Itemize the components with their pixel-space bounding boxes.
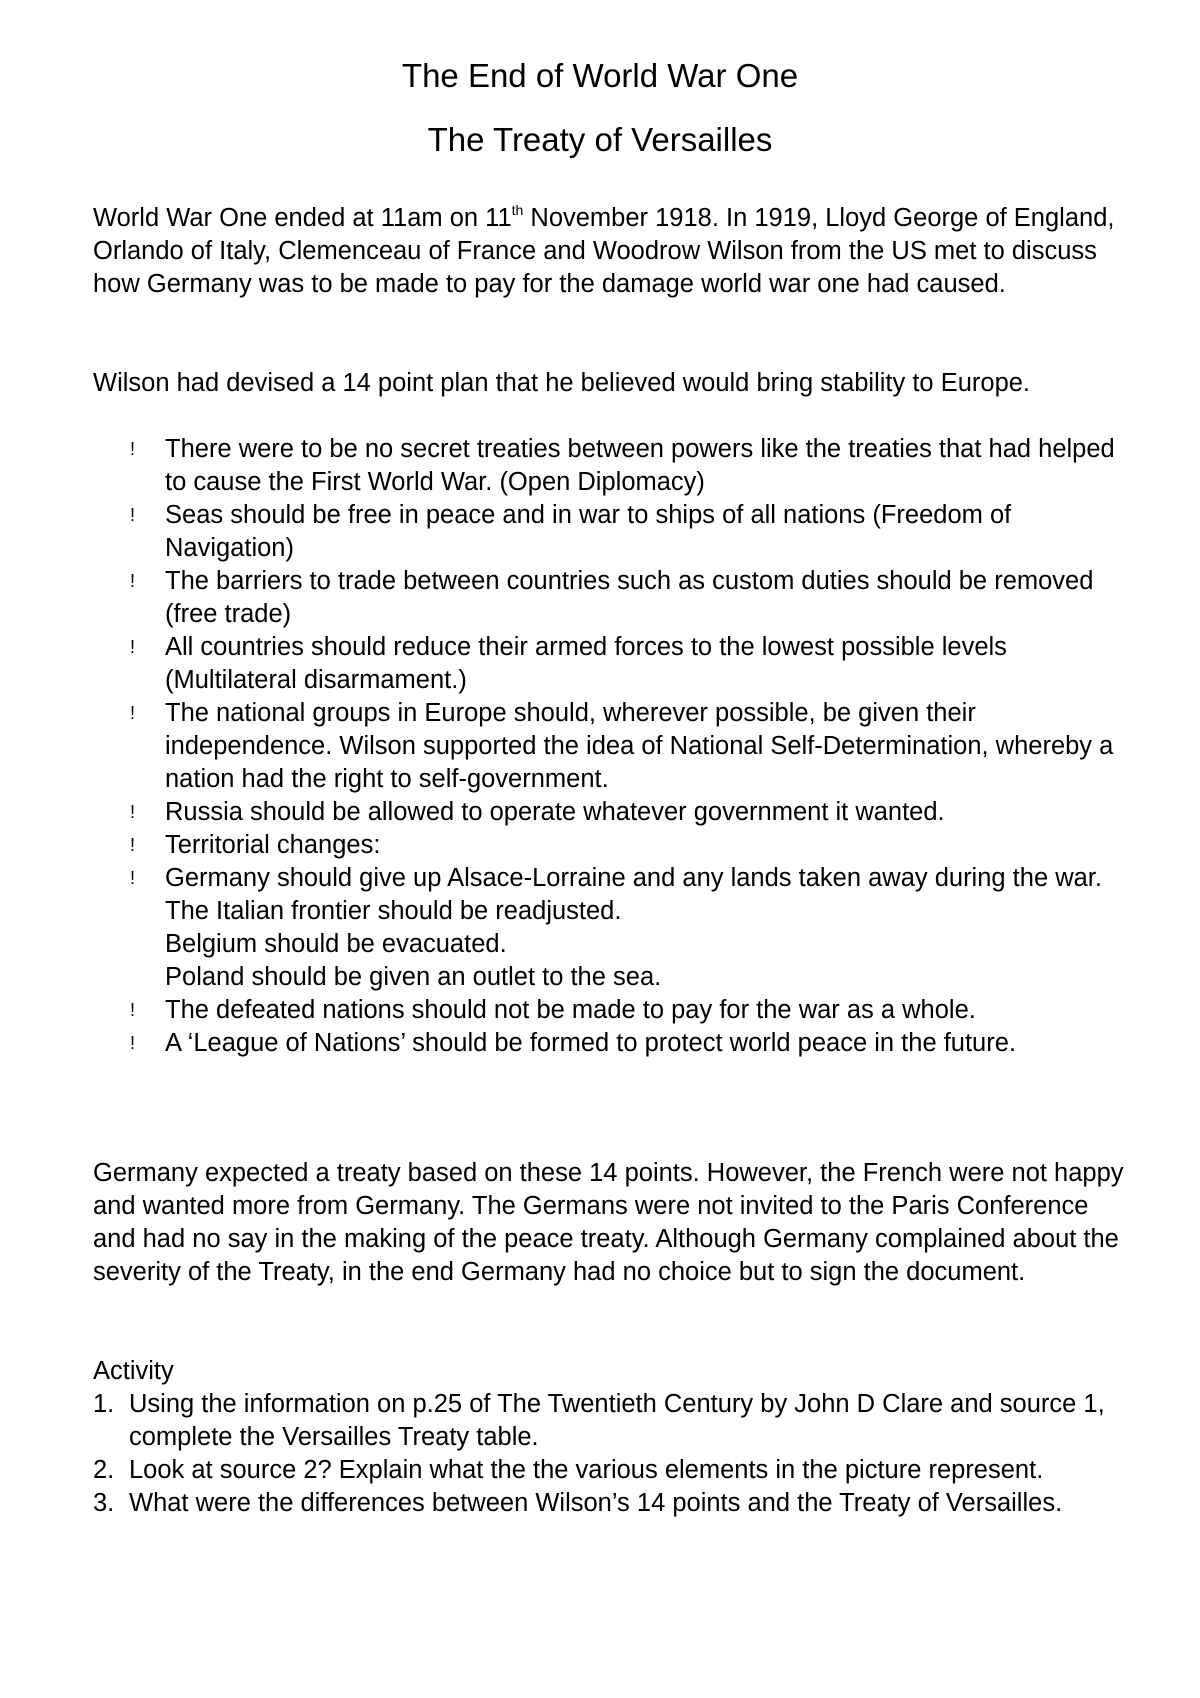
list-item: ! The national groups in Europe should, wherever possible, be given their independence. Wilson supported the idea of National Self-Determination, whereby a nation had the right to self-government. [93, 697, 1133, 796]
intro-paragraph [93, 202, 1133, 301]
activity-text: Look at source 2? Explain what the the various elements in the picture represent. [129, 1456, 1044, 1484]
list-item: ! Seas should be free in peace and in war to ships of all nations (Freedom of Navigation) [93, 499, 1133, 565]
activity-text: What were the differences between Wilson’s 14 points and the Treaty of Versailles. [129, 1489, 1063, 1517]
activity-list [93, 1388, 1133, 1520]
plan-intro-paragraph: Wilson had devised a 14 point plan that he believed would bring stability to Europe. [93, 369, 1031, 397]
list-item: ! There were to be no secret treaties between powers like the treaties that had helped to cause the First World War. (Open Diplomacy) [93, 433, 1133, 499]
list-item: Belgium should be evacuated. [165, 930, 507, 958]
activity-text: Using the information on p.25 of The Twentieth Century by John D Clare and source 1, complete the Versailles Treaty table. [129, 1390, 1105, 1451]
intro-text-end: November 1918. In 1919, Lloyd George of England, Orlando of Italy, Clemenceau of France and Woodrow Wilson from the US met to discuss how Germany was to be made to pay for the damage world war one had caused. [93, 204, 1115, 298]
list-item: ! Germany should give up Alsace-Lorraine and any lands taken away during the war. [93, 862, 1133, 895]
activity-number: 1. [93, 1390, 115, 1418]
list-item: Poland should be given an outlet to the sea. [165, 963, 662, 991]
intro-text-start: World War One ended at 11am on 11 [93, 204, 512, 232]
activity-number: 2. [93, 1456, 115, 1484]
activity-number: 3. [93, 1489, 115, 1517]
list-item: ! All countries should reduce their armed forces to the lowest possible levels (Multilateral disarmament.) [93, 631, 1133, 697]
aftermath-paragraph: Germany expected a treaty based on these 14 points. However, the French were not happy and wanted more from Germany. The Germans were not invited to the Paris Conference and had no say in the making of the peace treaty. Although Germany complained about the severity of the Treaty, in the end Germany had no choice but to sign the document. [93, 1159, 1124, 1286]
fourteen-points-list [93, 433, 1133, 1060]
list-item: ! Territorial changes: [93, 829, 1133, 862]
list-item: ! A ‘League of Nations’ should be formed to protect world peace in the future. [93, 1027, 1133, 1060]
page-title: The End of World War One [401, 57, 799, 94]
list-item: ! Russia should be allowed to operate whatever government it wanted. [93, 796, 1133, 829]
activity-heading: Activity [93, 1357, 174, 1385]
page-subtitle: The Treaty of Versailles [427, 121, 773, 158]
ordinal-superscript: th [511, 201, 524, 218]
activity-item [93, 1454, 1133, 1487]
list-item: ! The barriers to trade between countries such as custom duties should be removed (free trade) [93, 565, 1133, 631]
list-item: ! The defeated nations should not be made to pay for the war as a whole. [93, 994, 1133, 1027]
activity-item [93, 1487, 1133, 1520]
activity-item [93, 1388, 1133, 1454]
list-item: The Italian frontier should be readjusted. [165, 897, 622, 925]
